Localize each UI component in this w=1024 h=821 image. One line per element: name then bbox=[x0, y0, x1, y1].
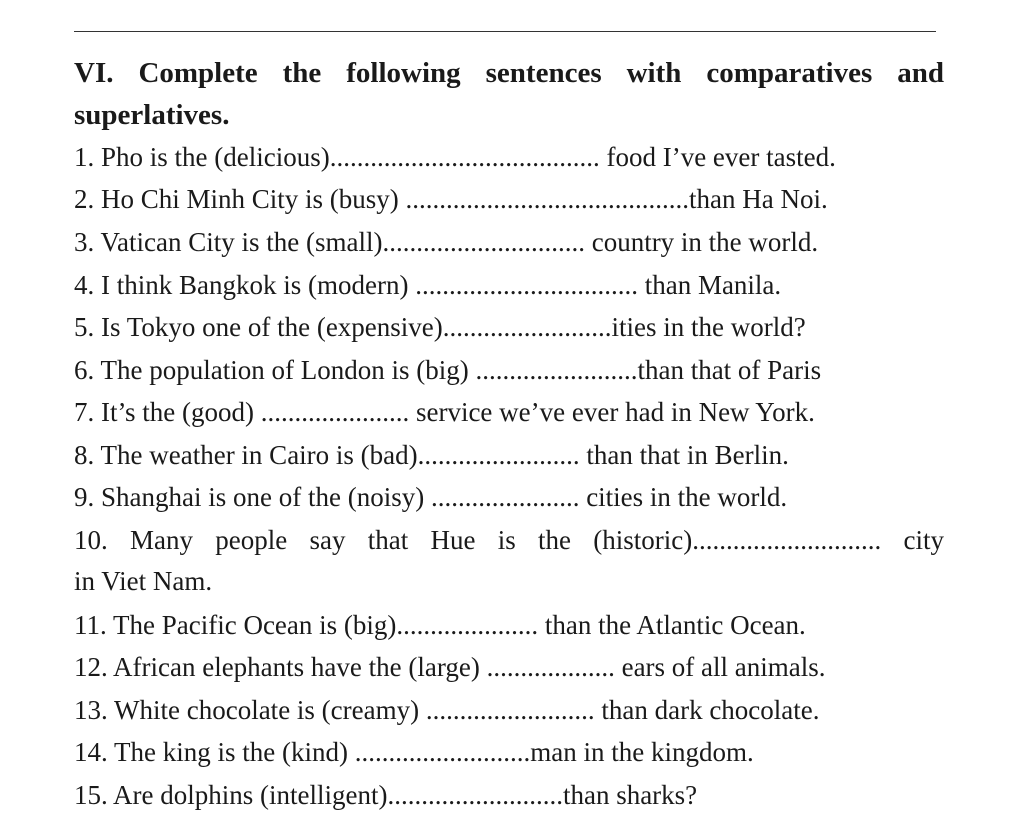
sentence-2: 2. Ho Chi Minh City is (busy) ..........................................than Ha Noi. bbox=[74, 184, 828, 214]
sentence-7: 7. It’s the (good) ...................... service we’ve ever had in New York. bbox=[74, 397, 815, 427]
top-divider bbox=[74, 31, 936, 32]
sentence-10: 10. Many people say that Hue is the (historic)............................ city bbox=[74, 525, 944, 555]
exercise-title-line-2: superlatives. bbox=[74, 99, 230, 131]
sentence-6: 6. The population of London is (big) ........................than that of Paris bbox=[74, 355, 822, 385]
sentence-3: 3. Vatican City is the (small).............................. country in the world. bbox=[74, 227, 819, 257]
sentence-9: 9. Shanghai is one of the (noisy) ...................... cities in the world. bbox=[74, 482, 788, 512]
sentence-13: 13. White chocolate is (creamy) ......................... than dark chocolate. bbox=[74, 695, 820, 725]
sentence-1: 1. Pho is the (delicious)........................................ food I’ve ever tasted. bbox=[74, 142, 836, 172]
sentence-4: 4. I think Bangkok is (modern) ................................. than Manila. bbox=[74, 270, 782, 300]
exercise-title-line-1: VI. Complete the following sentences with comparatives and bbox=[74, 57, 944, 89]
sentence-11: 11. The Pacific Ocean is (big)..................... than the Atlantic Ocean. bbox=[74, 610, 806, 640]
sentence-15: 15. Are dolphins (intelligent)..........................than sharks? bbox=[74, 780, 698, 810]
sentence-14: 14. The king is the (kind) ..........................man in the kingdom. bbox=[74, 737, 754, 767]
sentence-8: 8. The weather in Cairo is (bad)........................ than that in Berlin. bbox=[74, 440, 789, 470]
sentence-10-continuation: in Viet Nam. bbox=[74, 566, 213, 596]
sentence-12: 12. African elephants have the (large) ................... ears of all animals. bbox=[74, 652, 826, 682]
sentence-5: 5. Is Tokyo one of the (expensive).........................ities in the world? bbox=[74, 312, 806, 342]
